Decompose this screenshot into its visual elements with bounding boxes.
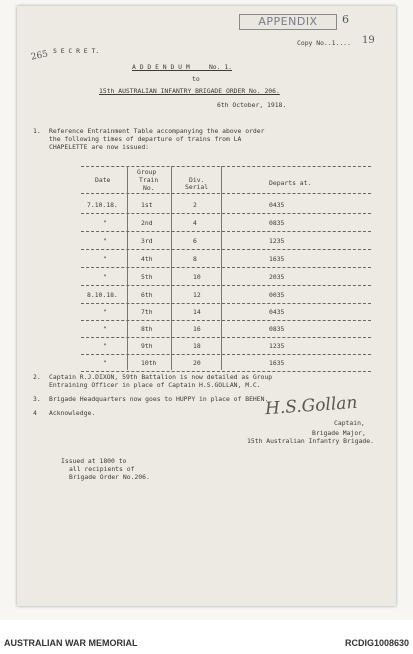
row-separator: [81, 213, 371, 214]
cell-serial: 10: [193, 273, 201, 281]
para1-line: the following times of departure of trains from LA: [49, 135, 242, 143]
cell-date: 7.10.18.: [87, 201, 118, 209]
issued-line: Issued at 1800 to: [61, 457, 127, 465]
cell-serial: 18: [193, 342, 201, 350]
para2-line: Entraining Officer in place of Captain H.S.GOLLAN, M.C.: [49, 381, 261, 389]
cell-departs: 0035: [269, 291, 285, 299]
cell-date: ": [103, 219, 107, 227]
table-divider: [171, 166, 172, 370]
table-rule: [81, 166, 371, 167]
col-header-no: No.: [143, 184, 155, 192]
handwritten-signature: H.S.Gollan: [264, 392, 359, 420]
title-to: to: [192, 75, 200, 83]
row-separator: [81, 249, 371, 250]
row-separator: [81, 231, 371, 232]
cell-departs: 2035: [269, 273, 285, 281]
cell-departs: 1635: [269, 359, 285, 367]
row-separator: [81, 320, 371, 321]
document-title: A D D E N D U M No. 1.: [132, 63, 233, 71]
page-number: 19: [362, 35, 375, 46]
para4-line: Acknowledge.: [49, 409, 96, 417]
cell-date: 8.10.18.: [87, 291, 118, 299]
para1-number: 1.: [33, 127, 41, 135]
cell-serial: 20: [193, 359, 201, 367]
cell-date: ": [103, 255, 107, 263]
col-header-train: Train: [139, 176, 159, 184]
cell-departs: 0835: [269, 219, 285, 227]
cell-serial: 14: [193, 308, 201, 316]
para1-line: Reference Entrainment Table accompanying the above order: [49, 127, 265, 135]
cell-date: ": [103, 308, 107, 316]
col-header-date: Date: [95, 176, 111, 184]
document-date: 6th October, 1918.: [217, 101, 287, 109]
col-header-departs: Departs at.: [269, 179, 312, 187]
cell-date: ": [103, 237, 107, 245]
cell-departs: 1635: [269, 255, 285, 263]
appendix-stamp: APPENDIX: [239, 14, 337, 30]
copy-number: Copy No..1....: [297, 39, 351, 47]
cell-date: ": [103, 359, 107, 367]
row-separator: [81, 354, 371, 355]
col-header-div: Div.: [189, 176, 205, 184]
para4-number: 4: [33, 409, 37, 417]
cell-train: 1st: [141, 201, 153, 209]
cell-train: 6th: [141, 291, 153, 299]
document-sheet: [17, 6, 396, 606]
cell-departs: 1235: [269, 237, 285, 245]
cell-train: 8th: [141, 325, 153, 333]
cell-serial: 12: [193, 291, 201, 299]
issued-line: all recipients of: [69, 465, 135, 473]
col-header-group: Group: [137, 168, 157, 176]
cell-departs: 1235: [269, 342, 285, 350]
cell-train: 4th: [141, 255, 153, 263]
row-separator: [81, 371, 371, 372]
cell-train: 10th: [141, 359, 157, 367]
row-separator: [81, 267, 371, 268]
cell-date: ": [103, 342, 107, 350]
cell-departs: 0835: [269, 325, 285, 333]
col-header-serial: Serial: [185, 183, 209, 191]
para1-line: CHAPELETTE are now issued:: [49, 143, 150, 151]
row-separator: [81, 337, 371, 338]
cell-departs: 0435: [269, 308, 285, 316]
cell-departs: 0435: [269, 201, 285, 209]
table-divider: [221, 166, 222, 370]
para3-number: 3.: [33, 395, 41, 403]
cell-date: ": [103, 325, 107, 333]
cell-serial: 16: [193, 325, 201, 333]
cell-serial: 2: [193, 201, 197, 209]
document-subtitle: 15th AUSTRALIAN INFANTRY BRIGADE ORDER No. 206.: [99, 87, 280, 95]
row-separator: [81, 303, 371, 304]
footer-reference: RCDIG1008630: [344, 638, 409, 648]
classification: S E C R E T.: [53, 47, 100, 55]
signatory-role: Brigade Major,: [312, 429, 366, 437]
signatory-unit: 15th Australian Infantry Brigade.: [247, 437, 374, 445]
cell-train: 7th: [141, 308, 153, 316]
para2-number: 2.: [33, 373, 41, 381]
cell-train: 9th: [141, 342, 153, 350]
corner-number: 265: [30, 49, 49, 63]
para3-line: Brigade Headquarters now goes to HUPPY in place of BEHEN.: [49, 395, 269, 403]
cell-train: 5th: [141, 273, 153, 281]
issued-line: Brigade Order No.206.: [69, 473, 150, 481]
row-separator: [81, 285, 371, 286]
signatory-rank: Captain,: [334, 419, 365, 427]
cell-train: 3rd: [141, 237, 153, 245]
cell-serial: 4: [193, 219, 197, 227]
cell-serial: 6: [193, 237, 197, 245]
table-divider: [127, 166, 128, 370]
para2-line: Captain R.J.DIXON, 59th Battalion is now detailed as Group: [49, 373, 273, 381]
cell-train: 2nd: [141, 219, 153, 227]
footer-institution: AUSTRALIAN WAR MEMORIAL: [4, 638, 138, 648]
cell-serial: 8: [193, 255, 197, 263]
cell-date: ": [103, 273, 107, 281]
table-rule: [81, 193, 371, 194]
appendix-number: 6: [342, 13, 349, 26]
